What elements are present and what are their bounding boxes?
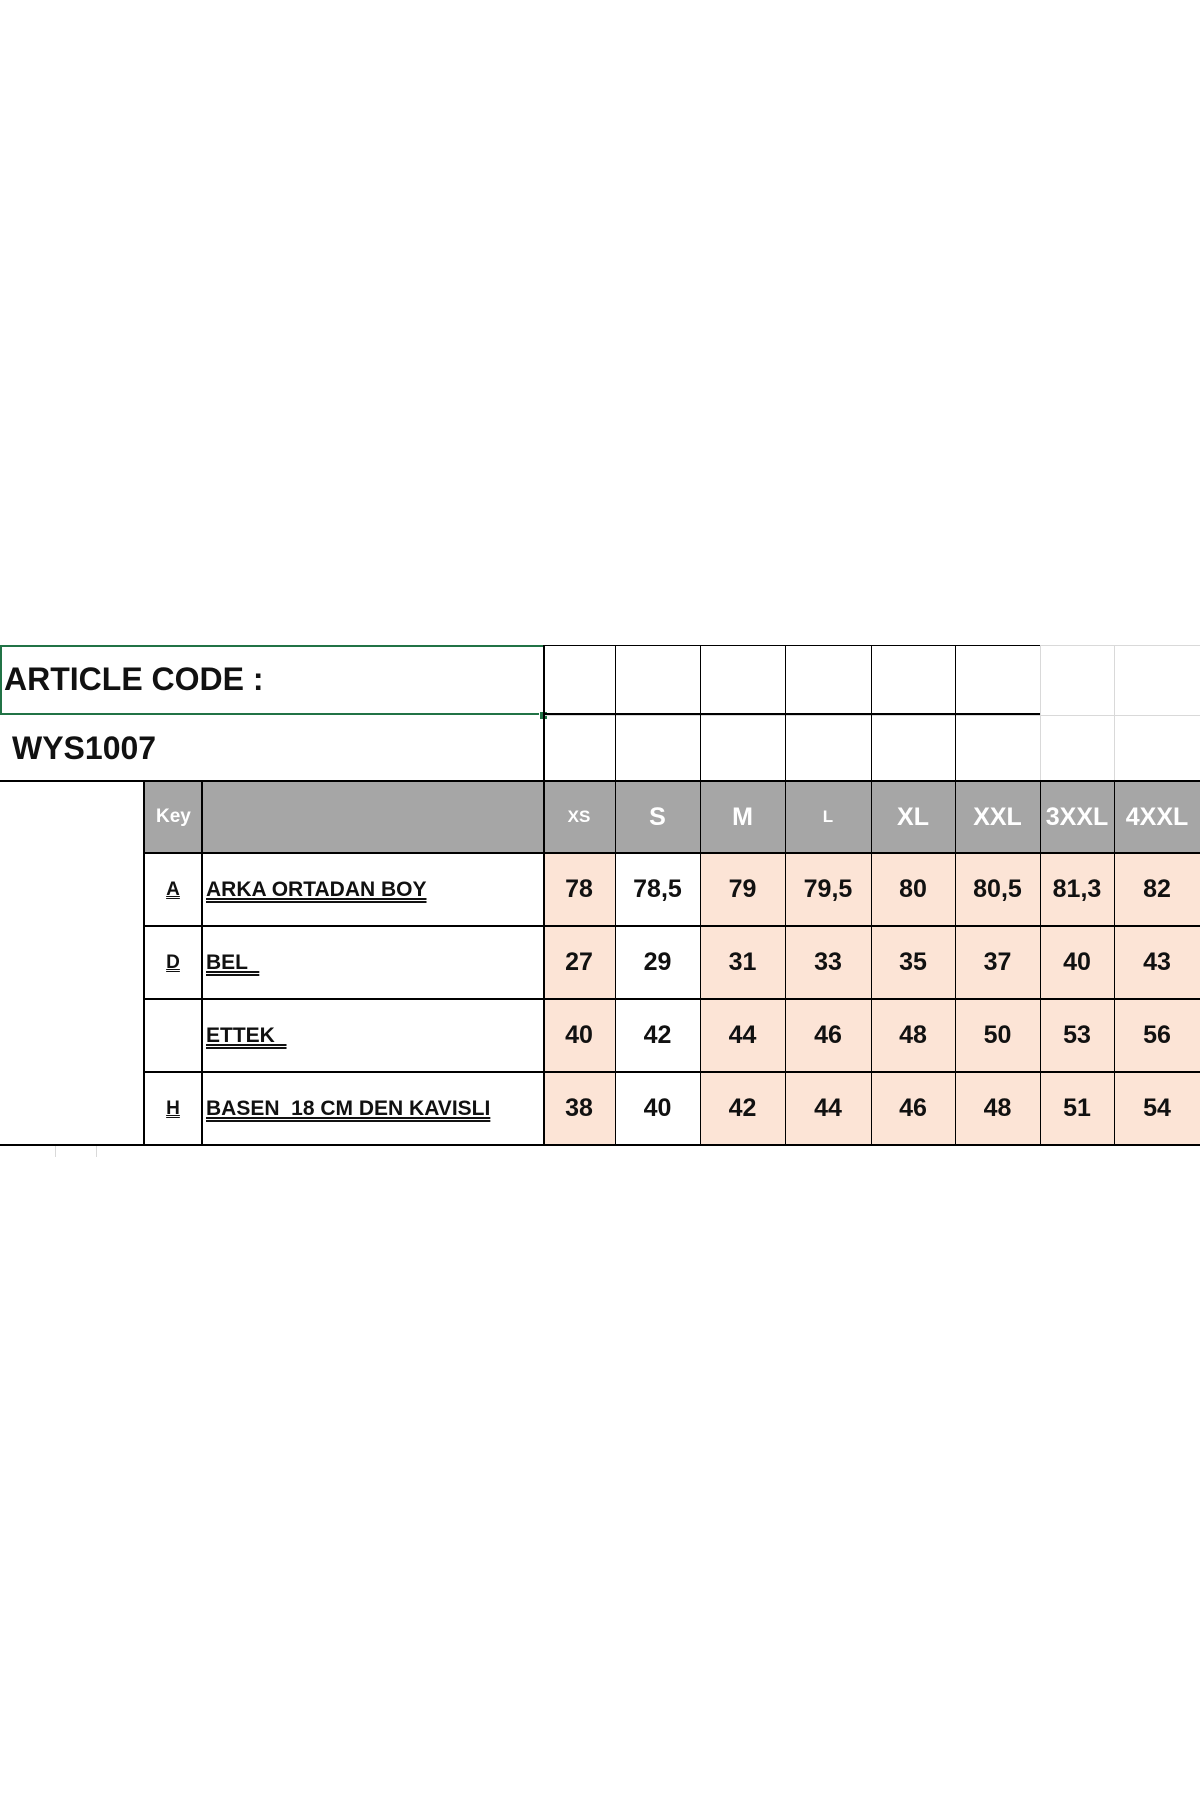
value-3xxl[interactable]: 53 [1040,999,1114,1072]
value-l[interactable]: 33 [785,926,871,999]
border [144,998,1200,1000]
value-xs[interactable]: 78 [543,853,615,926]
gridline [1040,645,1041,781]
value-xxl[interactable]: 48 [955,1072,1040,1145]
row-description[interactable]: BASEN 18 CM DEN KAVISLI [206,1096,491,1120]
value-4xxl[interactable]: 54 [1114,1072,1200,1145]
border [144,925,1200,927]
value-3xxl[interactable]: 51 [1040,1072,1114,1145]
border [543,645,545,1145]
row-description[interactable]: ARKA ORTADAN BOY [206,877,427,901]
article-code-value[interactable]: WYS1007 [12,729,157,766]
article-code-label[interactable]: ARTICLE CODE : [4,660,264,697]
key-column-header[interactable]: Key [144,781,202,853]
border [1114,781,1115,1145]
border [543,713,1040,715]
value-3xxl[interactable]: 40 [1040,926,1114,999]
size-chart-sheet [0,645,1200,1145]
value-s[interactable]: 78,5 [633,875,682,903]
border [144,1071,1200,1073]
row-key[interactable] [144,999,202,1072]
value-s[interactable]: 29 [643,948,672,976]
value-xs[interactable]: 27 [543,926,615,999]
value-xl[interactable]: 46 [871,1072,955,1145]
row-key[interactable]: H [166,1097,180,1119]
size-header-3xxl[interactable]: 3XXL [1040,781,1114,853]
value-4xxl[interactable]: 56 [1114,999,1200,1072]
gridline [55,1145,56,1157]
gridline [1114,645,1115,781]
border [143,781,145,1145]
gridline [96,1145,97,1157]
border [871,645,872,1145]
value-m[interactable]: 31 [700,926,785,999]
size-header-m[interactable]: M [700,781,785,853]
value-l[interactable]: 44 [785,1072,871,1145]
value-m[interactable]: 79 [700,853,785,926]
value-3xxl[interactable]: 81,3 [1040,853,1114,926]
value-4xxl[interactable]: 43 [1114,926,1200,999]
border [955,645,956,1145]
value-m[interactable]: 44 [700,999,785,1072]
value-l[interactable]: 46 [785,999,871,1072]
border [785,645,786,1145]
size-header-4xxl[interactable]: 4XXL [1114,781,1200,853]
border [0,780,1200,782]
size-header-l[interactable]: L [785,781,871,853]
value-xs[interactable]: 38 [543,1072,615,1145]
row-description[interactable]: ETTEK [206,1023,287,1047]
value-xl[interactable]: 48 [871,999,955,1072]
border [543,645,1040,646]
row-key[interactable]: A [166,878,180,900]
border [700,645,701,1145]
value-s[interactable]: 40 [643,1094,672,1122]
value-xs[interactable]: 40 [543,999,615,1072]
value-xl[interactable]: 35 [871,926,955,999]
description-column-header[interactable] [202,781,543,853]
value-l[interactable]: 79,5 [785,853,871,926]
size-header-xs[interactable]: XS [543,781,615,853]
border [615,645,616,1145]
size-header-xl[interactable]: XL [871,781,955,853]
value-4xxl[interactable]: 82 [1114,853,1200,926]
row-key[interactable]: D [166,951,180,973]
value-s[interactable]: 42 [643,1021,672,1049]
border [144,852,1200,854]
value-xxl[interactable]: 80,5 [955,853,1040,926]
row-description[interactable]: BEL [206,950,260,974]
border [1040,781,1041,1145]
value-m[interactable]: 42 [700,1072,785,1145]
border [201,781,203,1145]
value-xl[interactable]: 80 [871,853,955,926]
size-header-s[interactable]: S [615,781,700,853]
cell-selection-box [0,645,545,715]
size-header-xxl[interactable]: XXL [955,781,1040,853]
value-xxl[interactable]: 50 [955,999,1040,1072]
value-xxl[interactable]: 37 [955,926,1040,999]
border [0,1144,1200,1146]
